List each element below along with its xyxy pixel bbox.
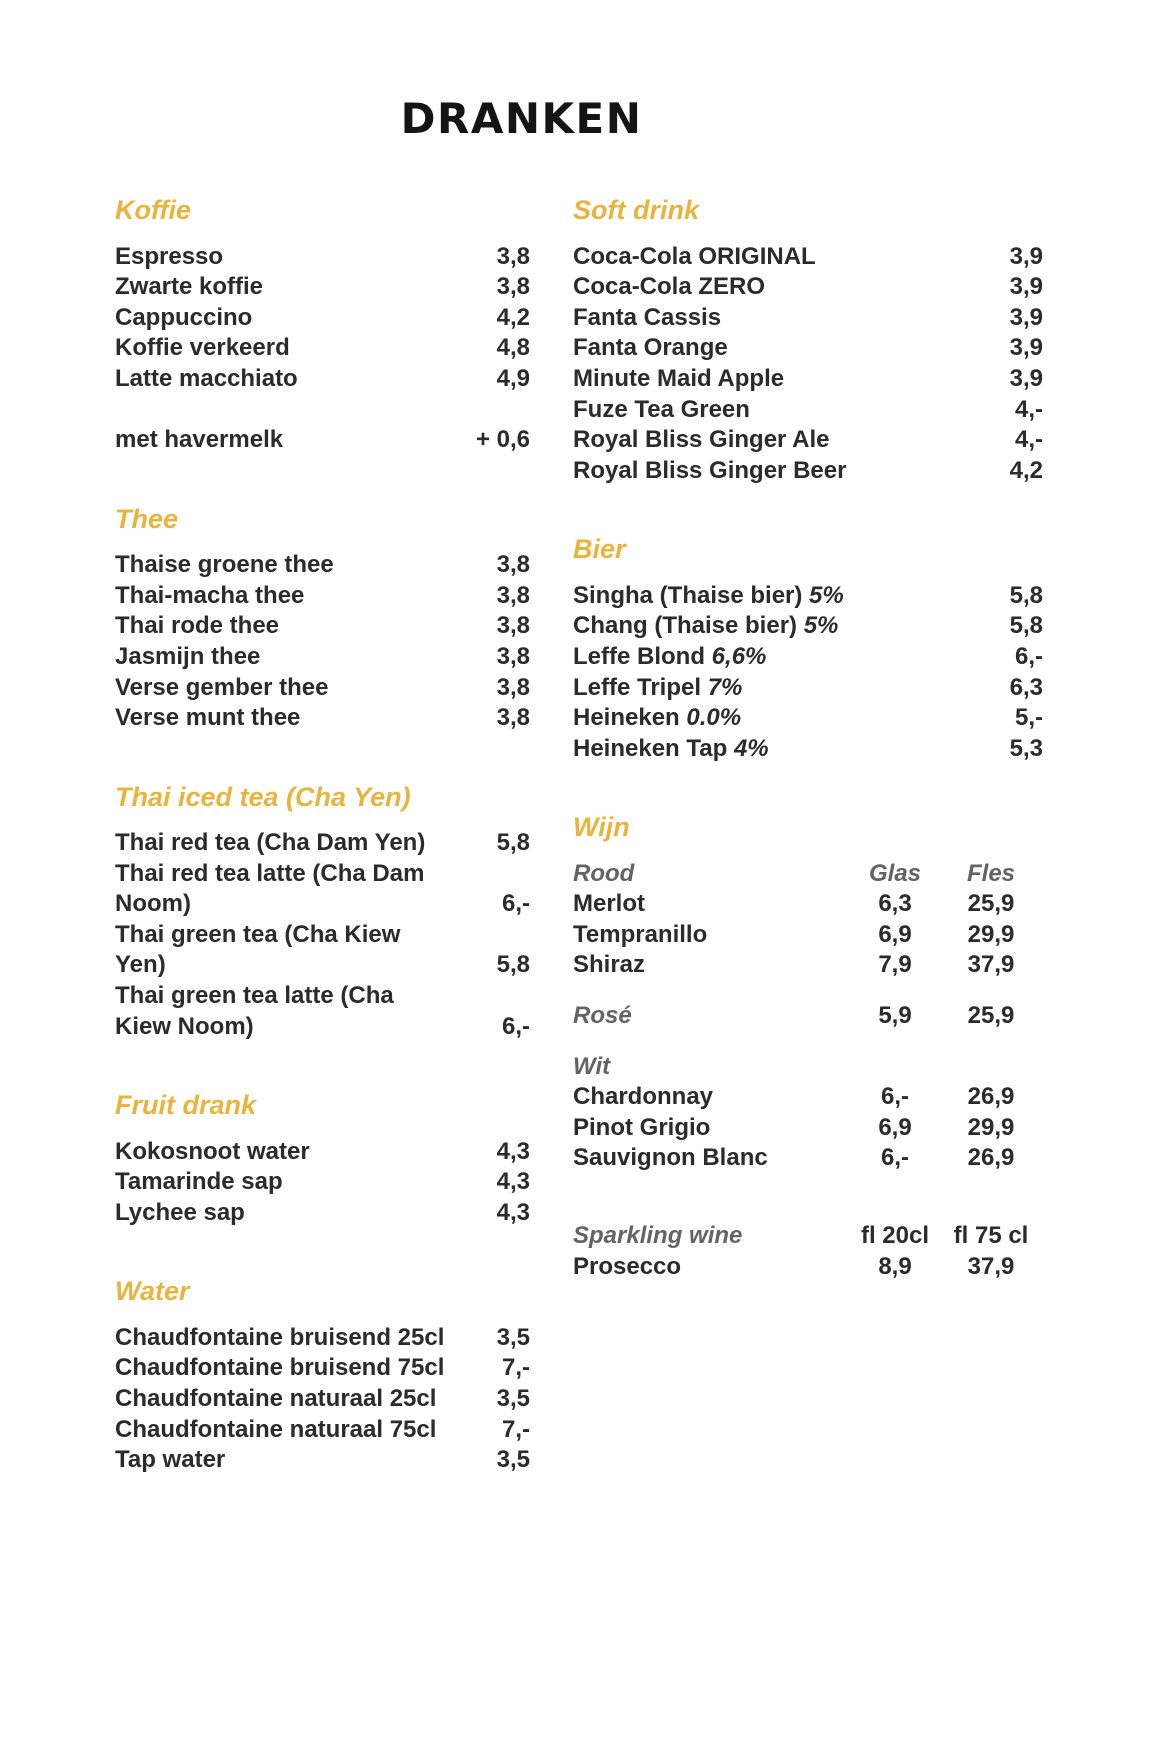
abv-label: 6,6% [711,642,767,670]
menu-item-name [115,642,445,673]
section-title: Wijn [573,812,630,843]
menu-item-label: Cappuccino [115,303,253,331]
menu-item-price: 3,9 [1009,364,1043,392]
menu-item-row [573,272,1043,303]
menu-item-price: 3,9 [1009,303,1043,331]
menu-item-row [573,734,1043,765]
menu-item-label: Royal Bliss Ginger Ale [573,426,830,454]
menu-item-row [115,550,530,581]
menu-item-label: Kokosnoot water [115,1137,310,1165]
menu-item-name [115,828,445,859]
menu-item-name: Chardonnay [573,1083,714,1111]
menu-item-name [115,333,445,364]
menu-item-name [115,303,445,334]
menu-item-price: 6,3 [1009,673,1043,701]
row-spacer [115,395,530,426]
menu-item-price: 3,5 [496,1446,530,1474]
abv-label: 5% [803,612,839,640]
wine-price-fles: 29,9 [967,1113,1015,1141]
section-rows [115,1323,530,1476]
menu-item-name [573,303,958,334]
menu-item-name [573,673,958,704]
menu-item-label: Verse munt thee [115,704,301,732]
menu-item-row [573,242,1043,273]
menu-item-price: 3,5 [496,1323,530,1351]
menu-item-label: Tap water [115,1446,226,1474]
menu-item-name: Tempranillo [573,920,708,948]
menu-item-row [115,303,530,334]
menu-item-price: 4,3 [496,1137,530,1165]
menu-item-name [573,581,958,612]
menu-item-label: Koffie verkeerd [115,334,290,362]
menu-item-name [115,703,445,734]
menu-item-row [115,1384,530,1415]
menu-item-price: 4,- [1014,426,1043,454]
menu-item-label: Chang (Thaise bier) [573,612,798,640]
menu-item-name [573,364,958,395]
wine-price-glas: 6,3 [878,890,912,918]
menu-item-price: 5,8 [496,951,530,979]
section-title: Water [115,1276,190,1307]
menu-item-label: Lychee sap [115,1198,245,1226]
menu-item-price: 3,8 [496,273,530,301]
menu-item-label: Thai green tea (Cha Kiew Yen) [115,920,401,979]
menu-item-name [115,242,445,273]
menu-item-row [573,364,1043,395]
abv-label: 4% [733,734,769,762]
section-rows [115,828,530,1042]
menu-item-name [573,272,958,303]
wine-price-fles: 37,9 [967,951,1015,979]
menu-item-row [115,1198,530,1229]
abv-label: 0.0% [686,704,742,732]
wine-price-fles: 25,9 [967,890,1015,918]
menu-item-label: Fuze Tea Green [573,395,750,423]
menu-item-name [115,1415,445,1446]
menu-item-price: 3,9 [1009,242,1043,270]
menu-item-price: 4,3 [496,1168,530,1196]
menu-item-label: Chaudfontaine bruisend 25cl [115,1323,445,1351]
menu-item-row [115,1137,530,1168]
menu-item-price: 3,8 [496,612,530,640]
menu-item-row [573,673,1043,704]
menu-item-price: 3,8 [496,242,530,270]
wine-price-fles: 26,9 [967,1083,1015,1111]
wine-price-glas: 6,9 [878,920,912,948]
section-title: Fruit drank [115,1090,257,1121]
menu-item-price: 6,- [501,1012,530,1040]
menu-item-row [573,425,1043,456]
menu-item-price: + 0,6 [475,426,530,454]
menu-item-price: 3,8 [496,551,530,579]
menu-item-label: Heineken Tap [573,734,728,762]
menu-item-label: Leffe Blond [573,642,705,670]
wine-col1-header: Glas [868,859,922,887]
menu-item-row [573,456,1043,487]
wine-price-glas: 6,- [880,1083,909,1111]
menu-item-name [115,859,445,920]
wine-col2-header: Fles [966,859,1016,887]
wine-price-fles: 26,9 [967,1144,1015,1172]
menu-item-price: 4,- [1014,395,1043,423]
wine-price-glas: 7,9 [878,951,912,979]
wine-col1-header: fl 20cl [860,1222,930,1250]
menu-section [115,1089,530,1228]
menu-item-name [115,1167,445,1198]
menu-item-name [115,550,445,581]
menu-item-label: Fanta Orange [573,334,728,362]
menu-section [573,811,1043,1174]
menu-item-label: Singha (Thaise bier) [573,581,803,609]
menu-item-row [115,859,530,920]
wine-row [573,1001,1043,1032]
menu-section [573,1221,1043,1282]
menu-item-name [573,642,958,673]
menu-item-label: Coca-Cola ORIGINAL [573,242,816,270]
wine-group-label: Rosé [573,1002,632,1030]
wine-row [573,1143,1043,1174]
menu-item-row [115,364,530,395]
wine-row [573,950,1043,981]
menu-item-row [115,581,530,612]
menu-item-label: Jasmijn thee [115,642,261,670]
menu-section [115,1275,530,1475]
menu-item-name [573,242,958,273]
menu-item-name [573,456,958,487]
menu-item-row [115,673,530,704]
menu-item-name [573,611,958,642]
menu-item-name [115,1137,445,1168]
menu-item-label: Leffe Tripel [573,673,702,701]
wine-row [573,1252,1043,1283]
left-column [115,194,530,1523]
menu-item-row [115,920,530,981]
menu-item-row [115,828,530,859]
menu-item-label: Thai rode thee [115,612,280,640]
menu-item-row [573,333,1043,364]
section-rows [573,581,1043,765]
menu-item-name: Shiraz [573,951,646,979]
menu-item-row [115,642,530,673]
wine-row [573,920,1043,951]
menu-item-row [115,1415,530,1446]
menu-item-label: Chaudfontaine naturaal 25cl [115,1384,437,1412]
menu-item-label: Verse gember thee [115,673,329,701]
menu-item-label: Espresso [115,242,224,270]
menu-item-label: Thai red tea (Cha Dam Yen) [115,829,426,857]
menu-item-name [573,734,958,765]
menu-item-label: Heineken [573,704,680,732]
wine-price-fles: 29,9 [967,920,1015,948]
menu-item-label: Royal Bliss Ginger Beer [573,456,847,484]
menu-section [115,781,530,1043]
wine-row [573,889,1043,920]
menu-item-label: Coca-Cola ZERO [573,273,766,301]
wine-row [573,1082,1043,1113]
section-title: Bier [573,534,626,565]
wine-price-glas: 6,9 [878,1113,912,1141]
menu-item-price: 3,9 [1009,334,1043,362]
menu-item-price: 3,8 [496,642,530,670]
section-rows [573,242,1043,487]
page-title: DRANKEN [400,94,643,143]
menu-item-row [573,395,1043,426]
menu-item-price: 3,8 [496,673,530,701]
menu-item-label: Minute Maid Apple [573,364,785,392]
menu-section [573,533,1043,764]
wine-price-glas: 6,- [880,1144,909,1172]
menu-item-name [115,425,445,456]
section-rows [573,859,1043,1174]
menu-item-price: 3,8 [496,581,530,609]
menu-item-name [115,920,445,981]
menu-item-row [115,1353,530,1384]
menu-item-row [115,1445,530,1476]
menu-item-name [573,395,958,426]
menu-item-name [115,364,445,395]
menu-item-label: Thaise groene thee [115,551,334,579]
wine-col1-header: 5,9 [878,1002,912,1030]
menu-item-price: 5,- [1014,704,1043,732]
menu-item-row [115,333,530,364]
menu-item-price: 5,3 [1009,734,1043,762]
menu-item-name [115,1353,445,1384]
section-title: Koffie [115,195,192,226]
menu-item-row [115,1323,530,1354]
menu-item-price: 5,8 [1009,612,1043,640]
wine-col2-header: 25,9 [967,1002,1015,1030]
menu-item-name: Sauvignon Blanc [573,1144,768,1172]
menu-item-name [115,1384,445,1415]
menu-item-price: 3,5 [496,1384,530,1412]
menu-item-price: 6,- [501,890,530,918]
section-title: Thai iced tea (Cha Yen) [115,781,411,812]
wine-price-fles: 37,9 [967,1252,1015,1280]
menu-item-name [115,581,445,612]
menu-item-price: 5,8 [496,829,530,857]
menu-item-price: 7,- [501,1415,530,1443]
right-column [573,194,1043,1523]
menu-section [573,194,1043,486]
menu-item-row [573,581,1043,612]
menu-item-price: 6,- [1014,642,1043,670]
menu-section [115,503,530,734]
menu-item-name: Merlot [573,890,645,918]
menu-section [115,194,530,456]
menu-item-price: 4,3 [496,1198,530,1226]
wine-group-label: Rood [573,859,635,887]
menu-item-price: 4,8 [496,334,530,362]
menu-item-label: Chaudfontaine naturaal 75cl [115,1415,437,1443]
menu-item-row [115,703,530,734]
section-rows [115,242,530,456]
menu-item-label: met havermelk [115,426,284,454]
menu-item-name [115,1323,445,1354]
menu-item-label: Thai-macha thee [115,581,305,609]
menu-item-price: 4,2 [496,303,530,331]
menu-item-row [115,425,530,456]
wine-row [573,859,1043,890]
row-spacer [573,981,1043,1001]
menu-item-label: Thai red tea latte (Cha Dam Noom) [115,859,425,918]
menu-item-row [115,981,530,1042]
menu-item-row [115,611,530,642]
section-rows [573,1221,1043,1282]
wine-group-label: Sparkling wine [573,1222,743,1250]
section-title: Soft drink [573,195,699,226]
section-rows [115,550,530,734]
menu-item-label: Latte macchiato [115,364,298,392]
menu-item-price: 3,9 [1009,273,1043,301]
menu-item-name: Pinot Grigio [573,1113,711,1141]
menu-item-name [573,333,958,364]
drinks-menu-page [0,94,1043,1523]
menu-item-row [573,703,1043,734]
row-spacer [573,1032,1043,1052]
menu-item-price: 5,8 [1009,581,1043,609]
section-rows [115,1137,530,1229]
menu-item-label: Tamarinde sap [115,1168,283,1196]
menu-item-price: 7,- [501,1354,530,1382]
menu-item-label: Thai green tea latte (Cha Kiew Noom) [115,982,394,1040]
menu-item-label: Fanta Cassis [573,303,722,331]
wine-row [573,1052,1043,1083]
menu-item-label: Zwarte koffie [115,273,264,301]
menu-item-name [115,1198,445,1229]
menu-item-row [115,272,530,303]
menu-item-row [573,642,1043,673]
menu-item-row [115,242,530,273]
menu-item-label: Chaudfontaine bruisend 75cl [115,1354,445,1382]
menu-item-name [115,611,445,642]
menu-item-row [573,303,1043,334]
menu-item-name [115,272,445,303]
wine-col2-header: fl 75 cl [953,1222,1029,1250]
wine-row [573,1113,1043,1144]
abv-label: 5% [809,581,844,609]
wine-group-label: Wit [573,1052,611,1080]
menu-item-name: Prosecco [573,1252,682,1280]
menu-item-name [115,1445,445,1476]
abv-label: 7% [707,673,743,701]
section-title: Thee [115,503,179,534]
menu-item-price: 4,9 [496,364,530,392]
menu-item-price: 4,2 [1009,456,1043,484]
menu-item-name [115,981,445,1042]
menu-columns [115,194,1043,1523]
wine-price-glas: 8,9 [878,1252,912,1280]
wine-row [573,1221,1043,1252]
menu-item-name [573,703,958,734]
menu-item-row [573,611,1043,642]
menu-item-name [115,673,445,704]
menu-item-row [115,1167,530,1198]
menu-item-name [573,425,958,456]
menu-item-price: 3,8 [496,704,530,732]
